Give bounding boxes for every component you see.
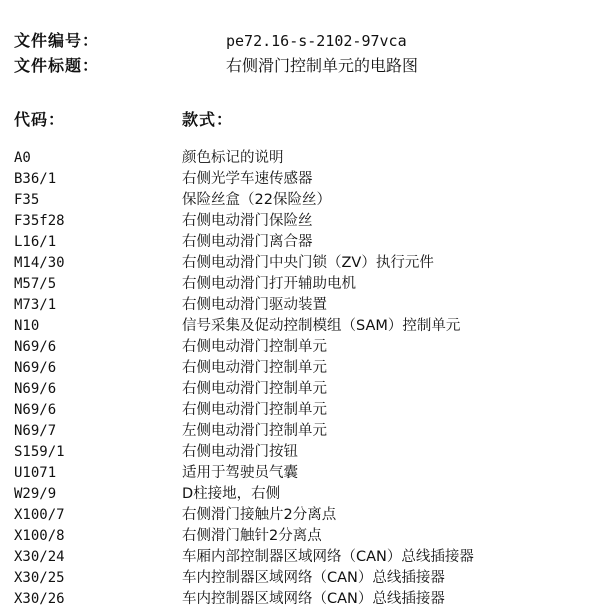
component-code: X100/7: [14, 507, 65, 523]
list-item: [0, 526, 604, 547]
list-item: [0, 400, 604, 421]
component-description: 车厢内部控制器区域网络（CAN）总线插接器: [182, 549, 474, 565]
list-item: [0, 547, 604, 568]
list-item: [0, 169, 604, 190]
component-code: X30/26: [14, 591, 65, 605]
list-item: [0, 505, 604, 526]
list-item: [0, 463, 604, 484]
list-item: [0, 421, 604, 442]
component-code: N10: [14, 318, 40, 334]
code-column-header: 代码：: [14, 110, 66, 129]
component-code: N69/7: [14, 423, 57, 439]
component-description: 右侧滑门接触片2分离点: [182, 507, 337, 523]
component-code: M57/5: [14, 276, 57, 292]
component-description: 适用于驾驶员气囊: [182, 465, 298, 481]
component-description: D柱接地，右侧: [182, 486, 281, 502]
list-item: [0, 337, 604, 358]
component-code: S159/1: [14, 444, 65, 460]
component-code: F35: [14, 192, 40, 208]
list-item: [0, 316, 604, 337]
component-description: 保险丝盒（22保险丝）: [182, 192, 331, 208]
list-item: [0, 295, 604, 316]
component-code: N69/6: [14, 381, 57, 397]
component-description: 右侧电动滑门控制单元: [182, 402, 327, 418]
list-item: [0, 232, 604, 253]
component-code: W29/9: [14, 486, 57, 502]
component-code: N69/6: [14, 339, 57, 355]
component-code: B36/1: [14, 171, 57, 187]
list-item: [0, 589, 604, 605]
component-code: X100/8: [14, 528, 65, 544]
component-description: 右侧电动滑门保险丝: [182, 213, 313, 229]
component-code: M73/1: [14, 297, 57, 313]
doc-number-label: 文件编号：: [14, 31, 100, 50]
component-description: 右侧电动滑门驱动装置: [182, 297, 327, 313]
component-code: A0: [14, 150, 31, 166]
component-description: 右侧电动滑门按钮: [182, 444, 298, 460]
model-column-header: 款式：: [182, 110, 234, 129]
list-item: [0, 379, 604, 400]
component-description: 车内控制器区域网络（CAN）总线插接器: [182, 570, 445, 586]
list-item: [0, 358, 604, 379]
component-description: 右侧电动滑门离合器: [182, 234, 313, 250]
component-description: 右侧光学车速传感器: [182, 171, 313, 187]
list-item: [0, 568, 604, 589]
component-code: X30/24: [14, 549, 65, 565]
component-list: [0, 148, 604, 605]
list-item: [0, 274, 604, 295]
component-code: X30/25: [14, 570, 65, 586]
component-code: M14/30: [14, 255, 65, 271]
list-item: [0, 253, 604, 274]
component-code: U1071: [14, 465, 57, 481]
component-description: 右侧滑门触针2分离点: [182, 528, 322, 544]
component-description: 车内控制器区域网络（CAN）总线插接器: [182, 591, 445, 605]
component-description: 右侧电动滑门控制单元: [182, 381, 327, 397]
component-description: 右侧电动滑门中央门锁（ZV）执行元件: [182, 255, 434, 271]
doc-title-label: 文件标题：: [14, 56, 100, 75]
doc-number-value: pe72.16-s-2102-97vca: [226, 32, 407, 50]
list-item: [0, 484, 604, 505]
list-item: [0, 190, 604, 211]
component-code: N69/6: [14, 402, 57, 418]
list-item: [0, 211, 604, 232]
component-description: 右侧电动滑门控制单元: [182, 360, 327, 376]
component-description: 信号采集及促动控制模组（SAM）控制单元: [182, 318, 461, 334]
doc-title-value: 右侧滑门控制单元的电路图: [226, 56, 419, 75]
component-description: 颜色标记的说明: [182, 150, 284, 166]
component-code: L16/1: [14, 234, 57, 250]
component-code: F35f28: [14, 213, 65, 229]
component-description: 左侧电动滑门控制单元: [182, 423, 327, 439]
component-description: 右侧电动滑门控制单元: [182, 339, 327, 355]
list-item: [0, 148, 604, 169]
component-code: N69/6: [14, 360, 57, 376]
list-item: [0, 442, 604, 463]
component-description: 右侧电动滑门打开辅助电机: [182, 276, 356, 292]
